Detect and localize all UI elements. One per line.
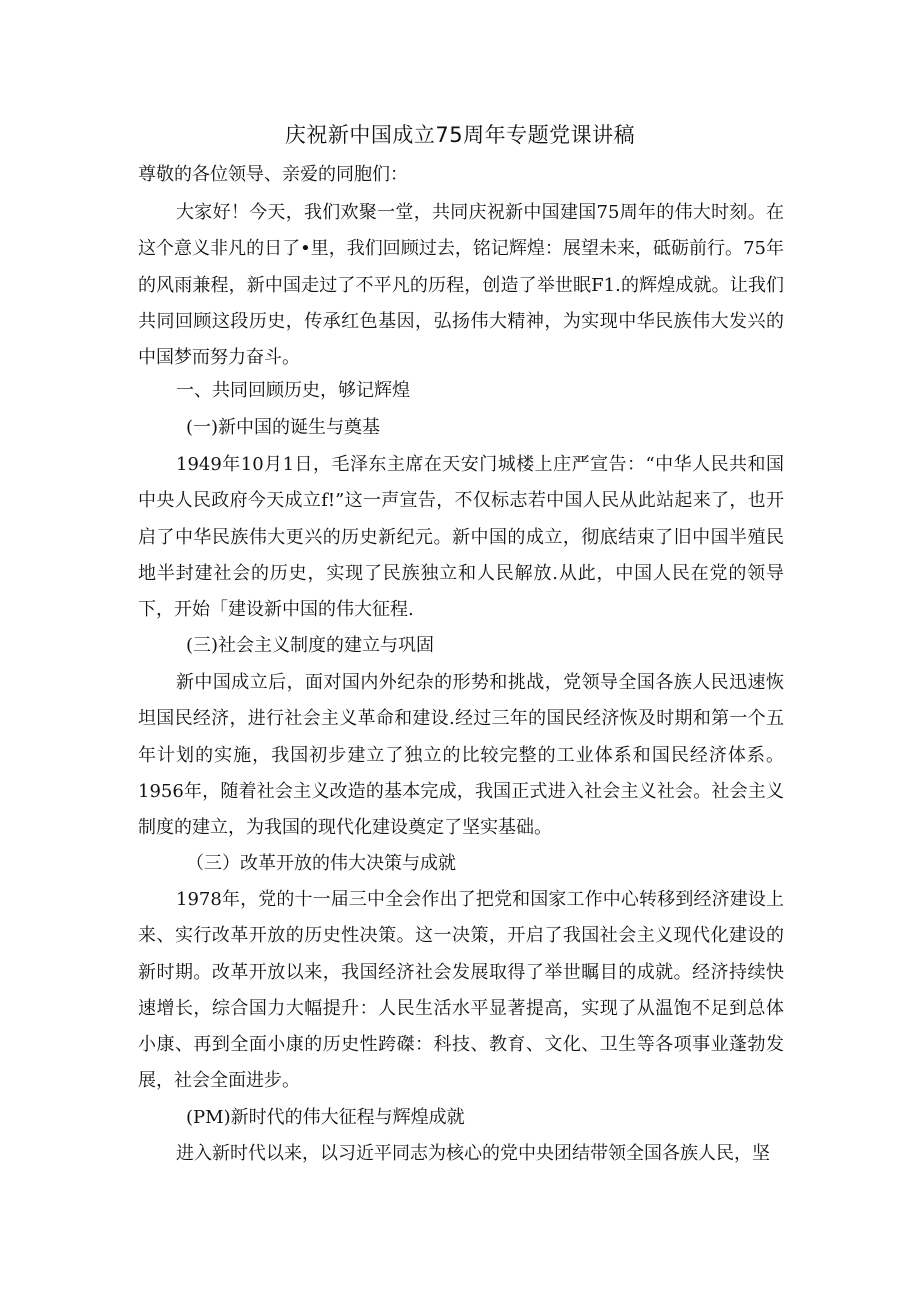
- subsection-heading-2: (三)社会主义制度的建立与巩固: [186, 635, 435, 656]
- subsection-heading-4: (PM)新时代的伟大征程与辉煌成就: [186, 1107, 465, 1128]
- section-heading-1: 一、共同回顾历史，够记辉煌: [176, 380, 410, 401]
- subsection-paragraph-2: 新中国成立后，面对国内外纪杂的形势和挑战，党领导全国各族人民迅速恢坦国民经济，进行社会主义革命和建设.经过三年的国民经济恢及时期和第一个五年计划的实施，我国初步建立了独立的比较完整的工业体系和国民经济体系。1956年，随着社会主义改造的基本完成，我国正式进入社会主义社会。社会主义制度的建立，为我国的现代化建设奠定了坚实基础。: [138, 672, 784, 839]
- salutation: 尊敬的各位领导、亲爱的同胞们：: [138, 164, 408, 185]
- subsection-heading-1: (一)新中国的诞生与奠基: [186, 417, 381, 438]
- subsection-paragraph-4: 进入新时代以来，以习近平同志为核心的党中央团结带领全国各族人民，坚: [176, 1143, 770, 1164]
- subsection-heading-3: （三）改革开放的伟大决策与成就: [186, 853, 456, 874]
- intro-paragraph: 大家好！今天，我们欢聚一堂，共同庆祝新中国建国75周年的伟大时刻。在这个意义非凡的日了•里，我们回顾过去，铭记辉煌：展望未来，砥砺前行。75年的风雨兼程，新中国走过了不平凡的历程，创造了举世眠F1.的辉煌成就。让我们共同回顾这段历史，传承红色基因，弘扬伟大精神，为实现中华民族伟大发兴的中国梦而努力奋斗。: [138, 202, 784, 369]
- subsection-paragraph-3: 1978年，党的十一届三中全会作出了把党和国家工作中心转移到经济建设上来、实行改革开放的历史性决策。这一决策，开启了我国社会主义现代化建设的新时期。改革开放以来，我国经济社会发展取得了举世瞩目的成就。经济持续快速增长，综合国力大幅提升：人民生活水平显著提高，实现了从温饱不足到总体小康、再到全面小康的历史性跨磔：科技、教育、文化、卫生等各项事业蓬勃发展，社会全面进步。: [138, 889, 784, 1092]
- subsection-paragraph-1: 1949年10月1日，毛泽东主席在天安门城楼上庄严宣告：“中华人民共和国中央人民政府今天成立f!”这一声宣告，不仅标志若中国人民从此站起来了，也开启了中华民族伟大更兴的历史新纪元。新中国的成立，彻底结束了旧中国半殖民地半封建社会的历史，实现了民族独立和人民解放.从此，中国人民在党的领导下，开始「建设新中国的伟大征程.: [138, 454, 784, 621]
- document-title: 庆祝新中国成立75周年专题党课讲稿: [284, 123, 636, 147]
